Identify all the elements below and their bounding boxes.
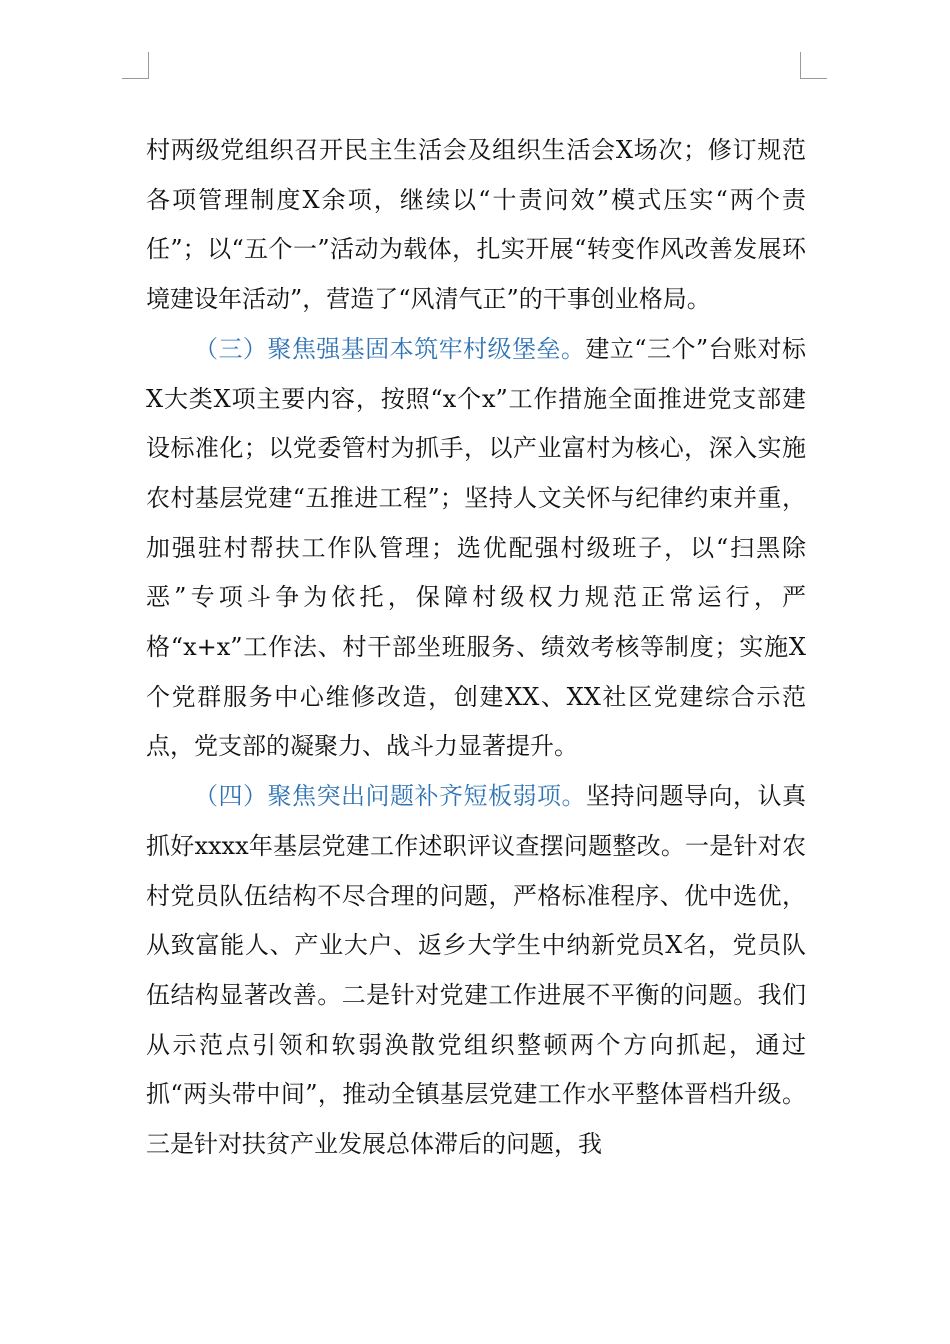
section-heading: （四）聚焦突出问题补齐短板弱项。 [194, 782, 586, 811]
paragraph-text: 建立“三个”台账对标X大类X项主要内容，按照“x个x”工作措施全面推进党支部建设标准化；以党委管村为抓手，以产业富村为核心，深入实施农村基层党建“五推进工程”；坚持人文关怀与纪律约束并重，加强驻村帮扶工作队管理；选优配强村级班子，以“扫黑除恶”专项斗争为依托，保障村级权力规范正常运行，严格“x+x”工作法、村干部坐班服务、绩效考核等制度；实施X个党群服务中心维修改造，创建XX、XX社区党建综合示范点，党支部的凝聚力、战斗力显著提升。 [146, 334, 807, 761]
paragraph-section-three [146, 325, 806, 772]
crop-mark-top-right [800, 52, 827, 79]
crop-mark-top-left [122, 52, 149, 79]
paragraph-section-four [146, 772, 806, 1170]
body-text [146, 126, 806, 1170]
paragraph-text: 村两级党组织召开民主生活会及组织生活会X场次；修订规范各项管理制度X余项，继续以“十责问效”模式压实“两个责任”；以“五个一”活动为载体，扎实开展“转变作风改善发展环境建设年活动”，营造了“风清气正”的干事创业格局。 [146, 136, 806, 314]
section-heading: （三）聚焦强基固本筑牢村级堡垒。 [194, 334, 586, 363]
paragraph-continuation [146, 126, 806, 325]
paragraph-text: 坚持问题导向，认真抓好xxxx年基层党建工作述职评议查摆问题整改。一是针对农村党员队伍结构不尽合理的问题，严格标准程序、优中选优，从致富能人、产业大户、返乡大学生中纳新党员X名，党员队伍结构显著改善。二是针对党建工作进展不平衡的问题。我们从示范点引领和软弱涣散党组织整顿两个方向抓起，通过抓“两头带中间”，推动全镇基层党建工作水平整体晋档升级。三是针对扶贫产业发展总体滞后的问题，我 [146, 782, 806, 1159]
